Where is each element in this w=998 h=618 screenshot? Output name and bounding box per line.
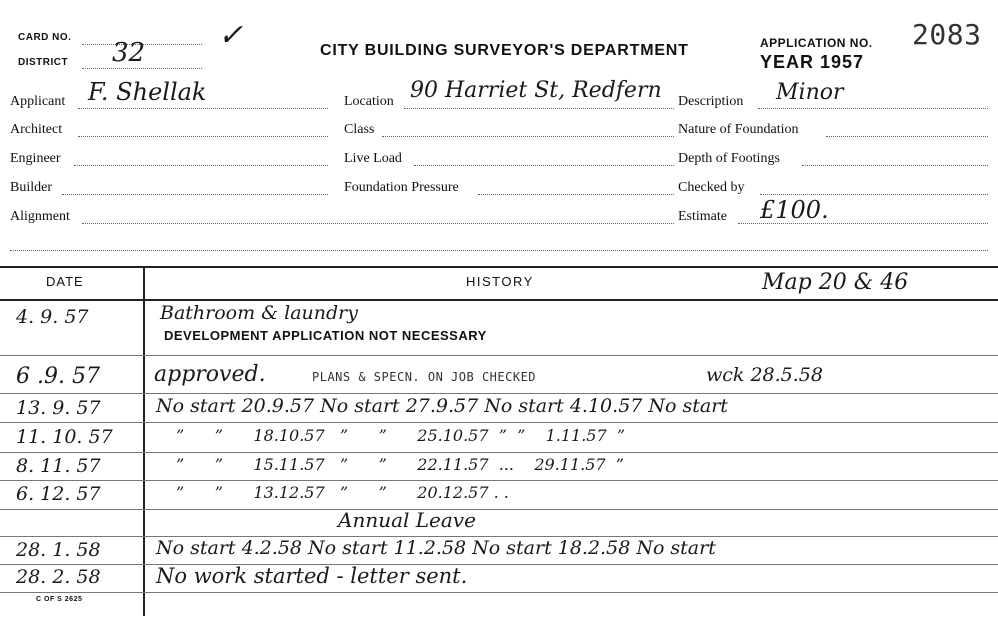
applicant-label: Applicant xyxy=(10,94,66,109)
alignment-line xyxy=(82,223,674,224)
row-history: ” ” 18.10.57 ” ” 25.10.57 ” ” 1.11.57 ” xyxy=(176,426,626,445)
engineer-label: Engineer xyxy=(10,151,61,166)
description-label: Description xyxy=(678,94,744,109)
row-rule xyxy=(0,509,998,510)
checked-line xyxy=(760,194,988,195)
check-mark-icon: ✓ xyxy=(218,18,244,53)
location-value: 90 Harriet St, Redfern xyxy=(410,78,662,103)
row-history: approved. xyxy=(154,362,266,387)
row-history: ” ” 15.11.57 ” ” 22.11.57 ... 29.11.57 ” xyxy=(176,455,624,474)
class-line xyxy=(382,136,674,137)
map-reference: Map 20 & 46 xyxy=(762,270,909,295)
description-value: Minor xyxy=(776,80,844,105)
class-label: Class xyxy=(344,122,375,137)
row-date: 11. 10. 57 xyxy=(16,426,113,448)
year-label: YEAR 1957 xyxy=(760,52,865,72)
estimate-value: £100. xyxy=(760,196,829,224)
builder-label: Builder xyxy=(10,180,52,195)
district-label: DISTRICT xyxy=(18,57,69,68)
architect-label: Architect xyxy=(10,122,63,137)
foundation-line xyxy=(478,194,674,195)
row-rule xyxy=(0,393,998,394)
architect-line xyxy=(78,136,328,137)
district-value: 32 xyxy=(112,38,146,68)
extra-line xyxy=(10,250,988,251)
row-history: No start 4.2.58 No start 11.2.58 No start 18.2.58 No start xyxy=(156,537,716,559)
nature-label: Nature of Foundation xyxy=(678,122,799,137)
row-rule xyxy=(0,564,998,565)
location-line xyxy=(404,108,674,109)
engineer-line xyxy=(74,165,328,166)
row-date: 4. 9. 57 xyxy=(16,306,89,328)
table-header-rule xyxy=(0,299,998,301)
row-history: Bathroom & laundry xyxy=(160,302,358,324)
depth-label: Depth of Footings xyxy=(678,151,780,166)
row-note: wck 28.5.58 xyxy=(706,364,823,386)
estimate-label: Estimate xyxy=(678,209,727,224)
district-line xyxy=(82,68,202,69)
live-load-label: Live Load xyxy=(344,151,402,166)
location-label: Location xyxy=(344,94,394,109)
row-date: 13. 9. 57 xyxy=(16,397,101,419)
annual-leave-note: Annual Leave xyxy=(338,508,476,532)
row-rule xyxy=(0,452,998,453)
row-history: No start 20.9.57 No start 27.9.57 No start 4.10.57 No start xyxy=(156,395,728,417)
applicant-value: F. Shellak xyxy=(88,78,207,106)
live-load-line xyxy=(414,165,674,166)
row-date: 8. 11. 57 xyxy=(16,455,101,477)
history-header: HISTORY xyxy=(466,274,534,289)
application-label: APPLICATION NO. xyxy=(760,36,873,50)
card-no-label: CARD NO. xyxy=(18,32,72,43)
form-code: C OF S 2625 xyxy=(36,596,83,603)
row-date: 6. 12. 57 xyxy=(16,483,101,505)
date-header: DATE xyxy=(46,274,84,289)
row-date: 6 .9. 57 xyxy=(16,364,100,389)
row-rule xyxy=(0,422,998,423)
builder-line xyxy=(62,194,328,195)
row-rule xyxy=(0,355,998,356)
row-history: ” ” 13.12.57 ” ” 20.12.57 . . xyxy=(176,483,509,502)
applicant-line xyxy=(78,108,328,109)
row-rule xyxy=(0,592,998,593)
description-line xyxy=(758,108,988,109)
table-top-rule xyxy=(0,266,998,268)
department-title: CITY BUILDING SURVEYOR'S DEPARTMENT xyxy=(320,42,689,59)
row-date: 28. 1. 58 xyxy=(16,539,101,561)
checked-label: Checked by xyxy=(678,180,745,195)
foundation-label: Foundation Pressure xyxy=(344,180,459,195)
row-date: 28. 2. 58 xyxy=(16,566,101,588)
plans-stamp: PLANS & SPECN. ON JOB CHECKED xyxy=(312,370,537,384)
application-number: 2083 xyxy=(912,18,982,51)
depth-line xyxy=(802,165,988,166)
row-history: No work started - letter sent. xyxy=(156,564,468,588)
nature-line xyxy=(826,136,988,137)
alignment-label: Alignment xyxy=(10,209,70,224)
development-stamp: DEVELOPMENT APPLICATION NOT NECESSARY xyxy=(164,328,487,343)
row-rule xyxy=(0,480,998,481)
